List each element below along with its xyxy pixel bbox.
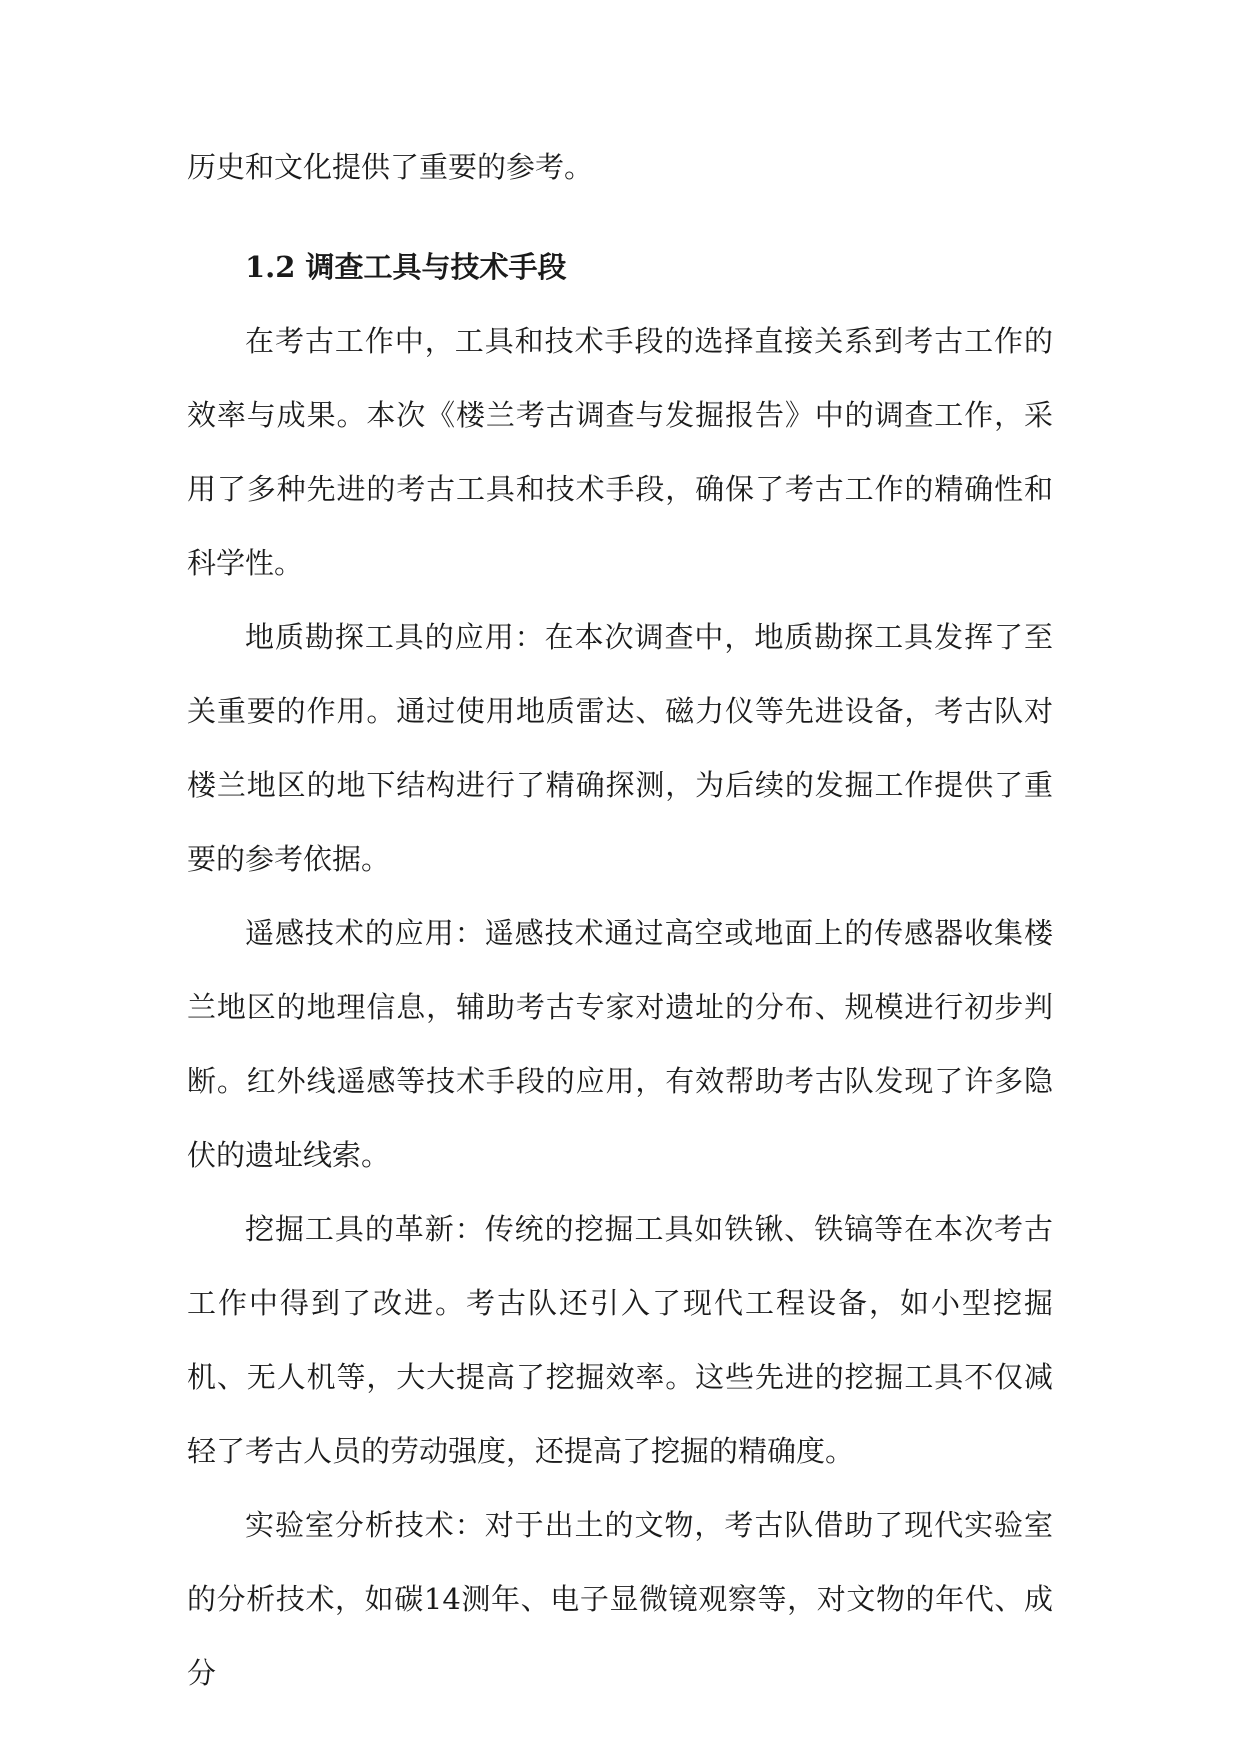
paragraph-geological-tools: 地质勘探工具的应用：在本次调查中，地质勘探工具发挥了至关重要的作用。通过使用地质雷达、磁力仪等先进设备，考古队对楼兰地区的地下结构进行了精确探测，为后续的发掘工作提供了重要的参考依据。: [187, 620, 1053, 876]
paragraph-excavation-tools: 挖掘工具的革新：传统的挖掘工具如铁锹、铁镐等在本次考古工作中得到了改进。考古队还引入了现代工程设备，如小型挖掘机、无人机等，大大提高了挖掘效率。这些先进的挖掘工具不仅减轻了考古人员的劳动强度，还提高了挖掘的精确度。: [187, 1212, 1053, 1468]
paragraph-lab-analysis: 实验室分析技术：对于出土的文物，考古队借助了现代实验室的分析技术，如碳14测年、电子显微镜观察等，对文物的年代、成分: [187, 1508, 1053, 1690]
paragraph-remote-sensing: 遥感技术的应用：遥感技术通过高空或地面上的传感器收集楼兰地区的地理信息，辅助考古专家对遗址的分布、规模进行初步判断。红外线遥感等技术手段的应用，有效帮助考古队发现了许多隐伏的遗址线索。: [187, 916, 1053, 1172]
document-body: [187, 130, 1053, 1710]
continuation-paragraph: 历史和文化提供了重要的参考。: [187, 150, 594, 184]
section-heading: 1.2 调查工具与技术手段: [245, 250, 567, 284]
paragraph-intro: 在考古工作中，工具和技术手段的选择直接关系到考古工作的效率与成果。本次《楼兰考古调查与发掘报告》中的调查工作，采用了多种先进的考古工具和技术手段，确保了考古工作的精确性和科学性。: [187, 324, 1053, 580]
